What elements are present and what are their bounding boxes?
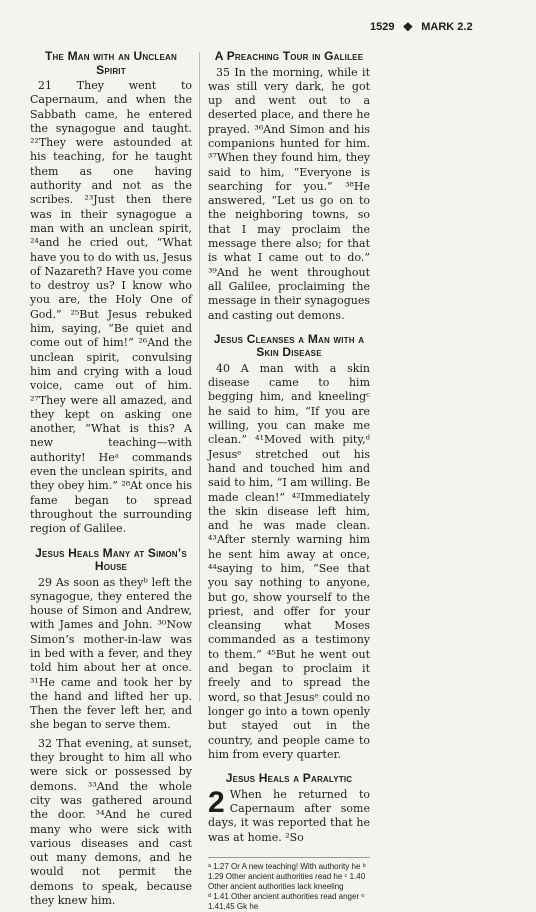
passage-text: 40 A man with a skin disease came to him begging him, and kneelingᶜ he said to him, “If you are willing, you can make me clean.” ⁴¹Moved with pity,ᵈ Jesusᵉ stretched out his hand and touched him and said to him, “I am willing. Be made clean!” ⁴²Immediately the skin disease left him, and he was made clean. ⁴³After sternly warning him he sent him away at once, ⁴⁴saying to him, “See that you say nothing to anyone, but go, show yourself to the priest, and offer for your cleansing what Moses commanded as a testimony to them.” ⁴⁵But he went out and began to proclaim it freely and to spread the word, so that Jesusᵉ could no longer go into a town openly but stayed out in the country, and people came to him from every quarter.	[208, 361, 370, 761]
section-heals-many	[30, 547, 192, 909]
page-number: 1529	[370, 21, 395, 33]
passage-text: 21 They went to Capernaum, and when the Sabbath came, he entered the synagogue and taught. ²²They were astounded at his teaching, for he taught them as one having authority and not as the scribes. ²³Just then there was in their synagogue a man with an unclean spirit, ²⁴and he cried out, “What have you to do with us, Jesus of Nazareth? Have you come to destroy us? I know who you are, the Holy One of God.” ²⁵But Jesus rebuked him, saying, “Be quiet and come out of him!” ²⁶And the unclean spirit, convulsing him and crying with a loud voice, came out of him. ²⁷They were all amazed, and they kept on asking one another, “What is this? A new teaching—with authority! Heᵃ commands even the unclean spirits, and they obey him.” ²⁸At once his fame began to spread throughout the surrounding region of Galilee.	[30, 79, 192, 536]
passage-text: When he returned to Capernaum after some days, it was reported that he was at home. ²So	[208, 787, 370, 844]
section-paralytic	[208, 772, 370, 845]
footnotes	[208, 857, 370, 912]
diamond-ornament-icon: ❖	[402, 20, 414, 34]
right-column	[208, 50, 370, 912]
passage-text: 32 That evening, at sunset, they brought to him all who were sick or possessed by demons. ³³And the whole city was gathered around the door. ³⁴And he cured many who were sick with various diseases and cast out many demons, and he would not permit the demons to speak, because they knew him.	[30, 736, 192, 908]
footnote-line: ᵃ 1.27 Or A new teaching! With authority he ᵇ 1.29 Other ancient authorities read he ᶜ 1.40 Other ancient authorities lack kneeling	[208, 861, 366, 891]
section-heading: Jesus Heals Many at Simon’s House	[35, 545, 187, 573]
section-preaching-tour	[208, 50, 370, 323]
section-heading: The Man with an Unclean Spirit	[45, 49, 177, 77]
section-heading: Jesus Cleanses a Man with a Skin Disease	[213, 331, 365, 360]
passage-text: 35 In the morning, while it was still very dark, he got up and went out to a deserted place, and there he prayed. ³⁶And Simon and his companions hunted for him. ³⁷When they found him, they said to him, “Everyone is searching for you.” ³⁸He answered, “Let us go on to the neighboring towns, so that I may proclaim the message there also; for that is what I came out to do.” ³⁹And he went throughout all Galilee, proclaiming the message in their synagogues and casting out demons.	[208, 65, 370, 322]
section-heading: Jesus Heals a Paralytic	[225, 771, 353, 786]
section-skin-disease	[208, 333, 370, 762]
running-header	[370, 20, 516, 34]
left-column	[30, 50, 192, 908]
footnote-line: ᵈ 1.41 Other ancient authorities read anger ᵉ 1.41,45 Gk he	[208, 891, 365, 911]
chapter-number: 2	[208, 785, 225, 819]
section-unclean-spirit	[30, 50, 192, 537]
column-divider	[199, 52, 200, 702]
passage-text: 29 As soon as theyᵇ left the synagogue, they entered the house of Simon and Andrew, with James and John. ³⁰Now Simon’s mother-in-law was in bed with a fever, and they told him about her at once. ³¹He came and took her by the hand and lifted her up. Then the fever left her, and she began to serve them.	[30, 575, 192, 732]
book-reference: MARK 2.2	[421, 21, 473, 33]
section-heading: A Preaching Tour in Galilee	[214, 49, 364, 63]
